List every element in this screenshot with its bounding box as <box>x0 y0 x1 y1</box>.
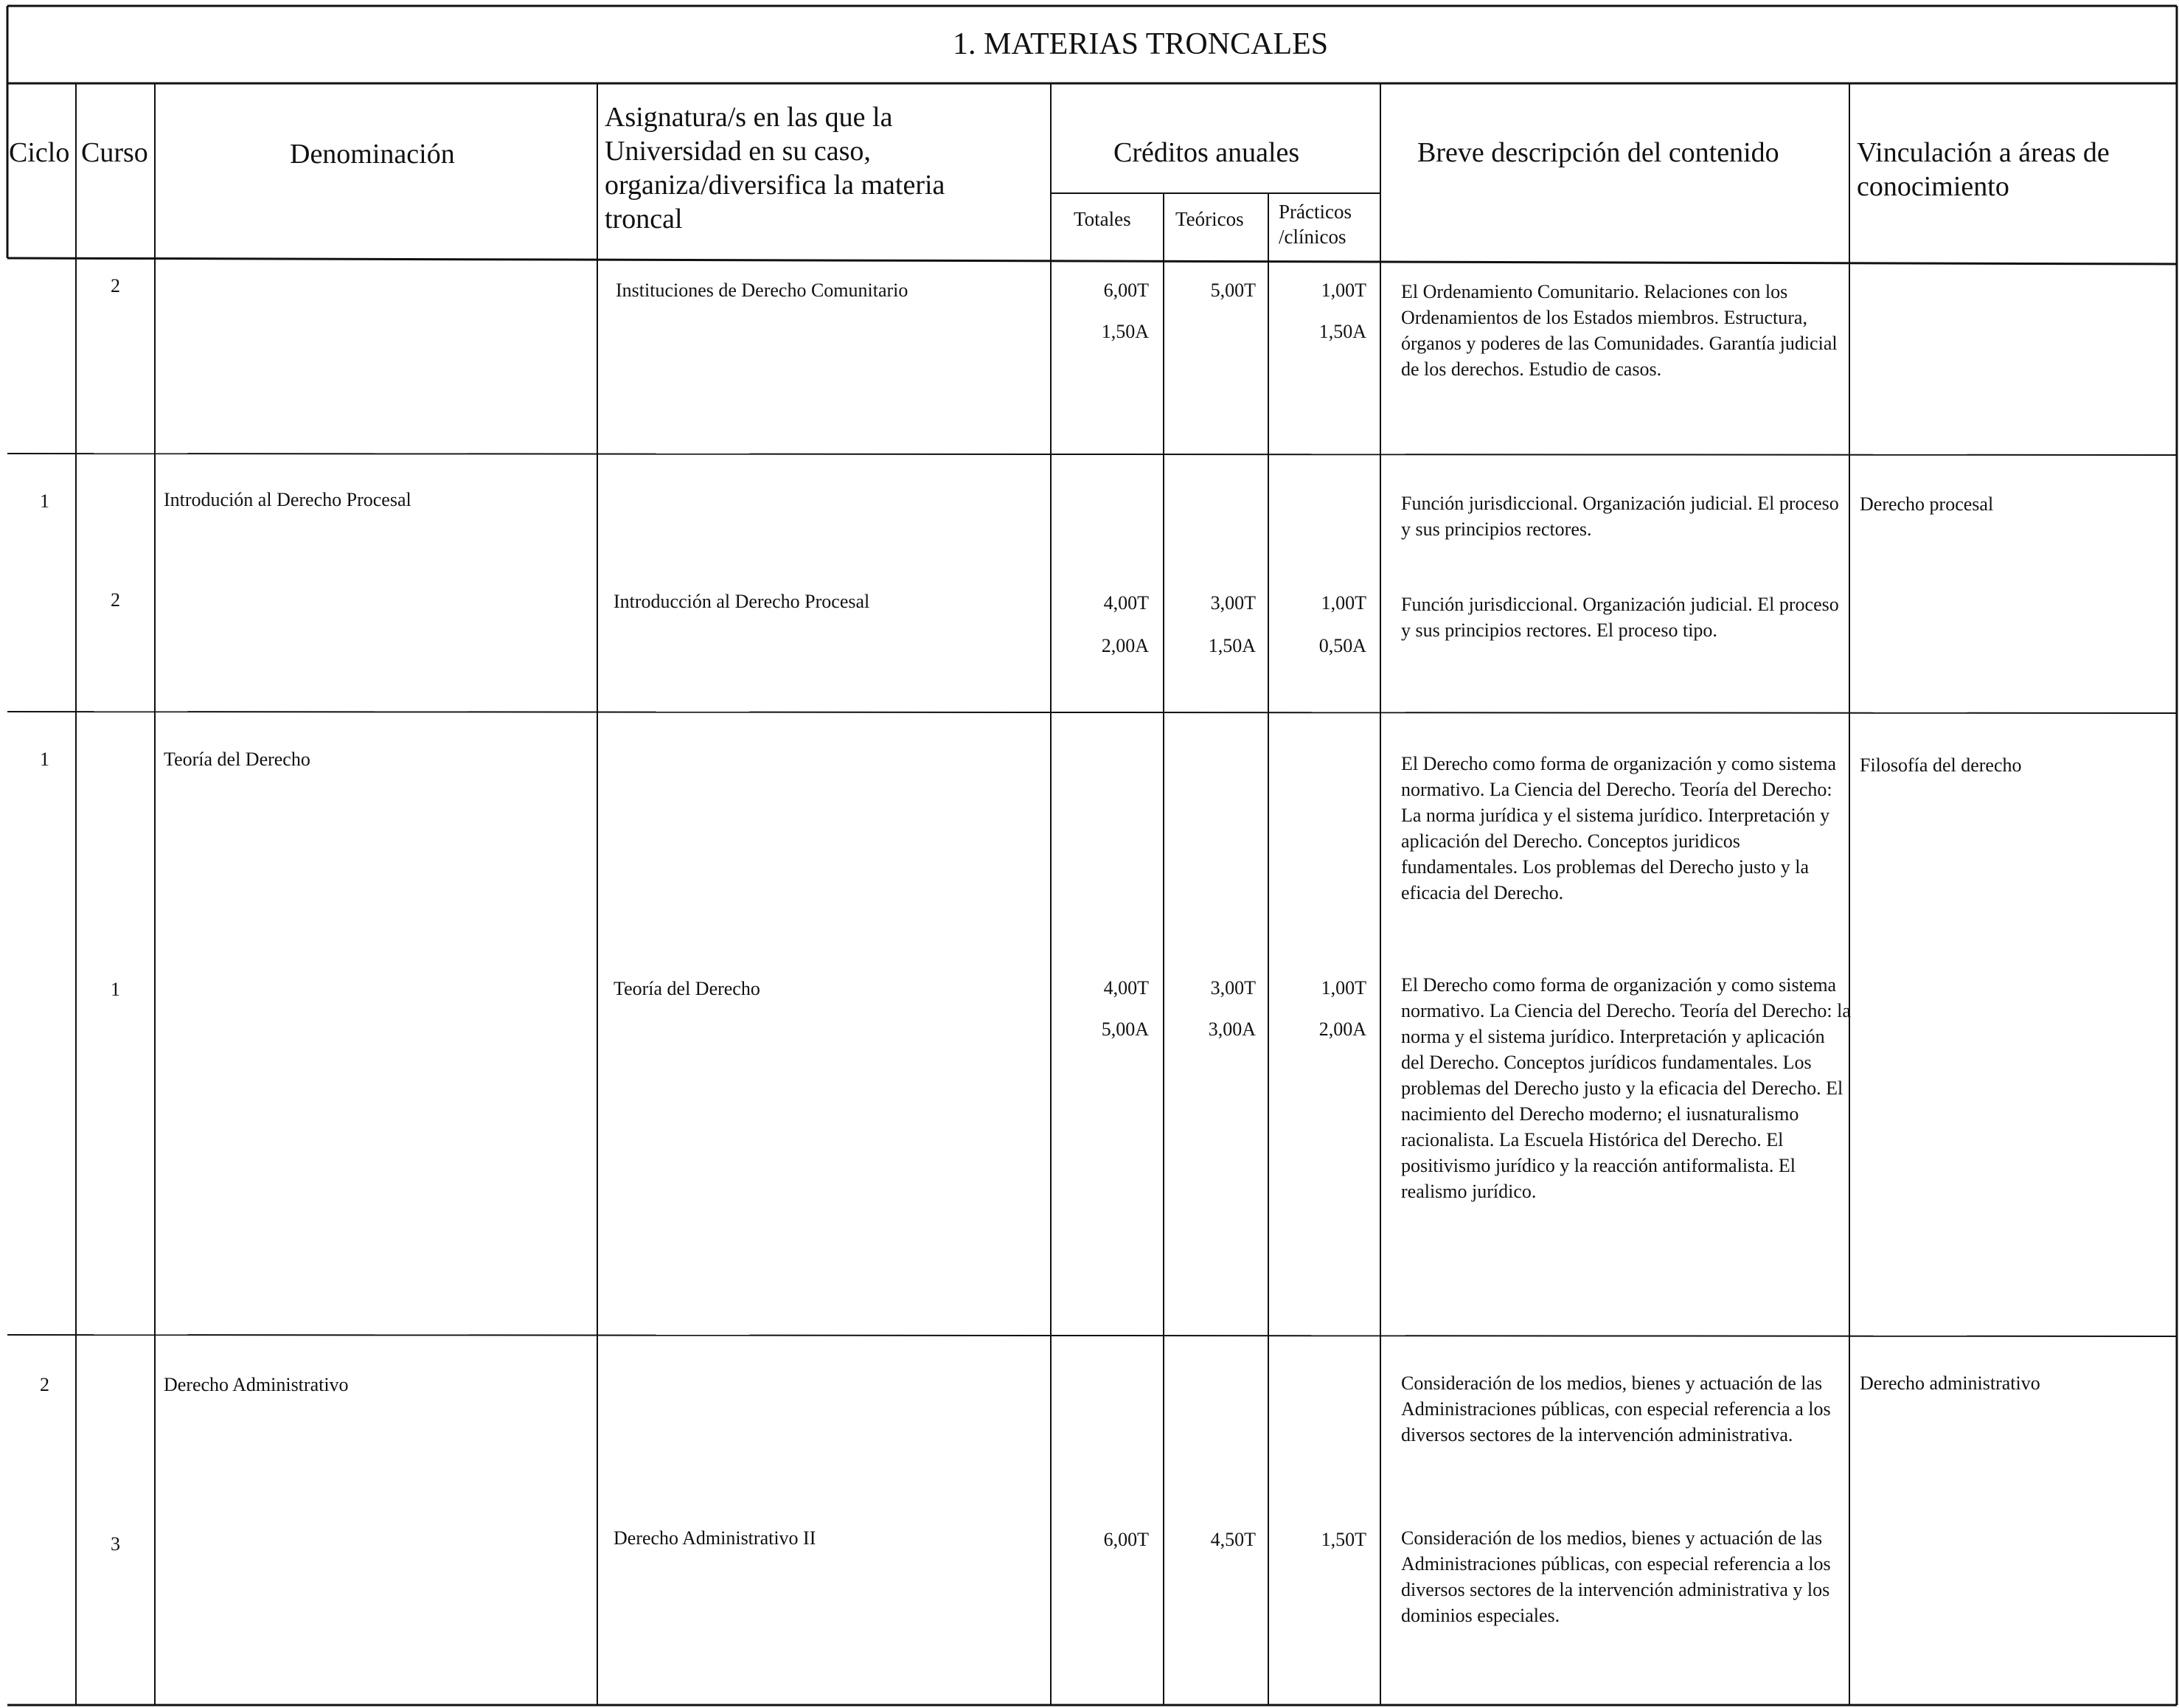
cell-practicos: 1,50A <box>1318 321 1366 342</box>
cell-vinculacion: Filosofía del derecho <box>1860 754 2022 776</box>
cell-totales: 6,00T <box>1103 1529 1149 1550</box>
header-practicos-line: Prácticos <box>1279 201 1352 223</box>
cell-descripcion: Consideración de los medios, bienes y actuación de las Administraciones públicas, con especial referencia a los diversos sectores de la intervención administrativa. <box>1401 1372 1831 1445</box>
header-practicos <box>1279 199 1352 249</box>
header-totales: Totales <box>1074 208 1131 230</box>
header-creditos-anuales: Créditos anuales <box>1113 137 1300 168</box>
cell-vinculacion: Derecho administrativo <box>1860 1372 2040 1394</box>
cell-vinculacion: Derecho procesal <box>1860 493 1994 515</box>
cell-descripcion: El Derecho como forma de organización y como sistema normativo. La Ciencia del Derecho. Teoría del Derecho: La norma jurídica y el sistema jurídico. Interpretación y aplicación del Derecho. Conceptos juridicos fundamentales. Los problemas del Derecho justo y la eficacia del Derecho. <box>1401 753 1837 903</box>
header-practicos-line: /clínicos <box>1279 226 1346 248</box>
header-denominacion: Denominación <box>290 139 455 170</box>
cell-practicos: 1,00T <box>1321 977 1366 999</box>
cell-ciclo: 1 <box>40 749 49 770</box>
cell-ciclo: 2 <box>40 1374 49 1395</box>
cell-ciclo: 1 <box>40 490 49 512</box>
cell-practicos: 1,50T <box>1321 1529 1366 1550</box>
header-asignatura-line: organiza/diversifica la materia <box>605 170 945 201</box>
header-asignatura <box>605 100 945 236</box>
cell-practicos: 1,00T <box>1321 592 1366 614</box>
cell-curso: 2 <box>111 589 120 611</box>
cell-teoricos: 5,00T <box>1210 280 1256 301</box>
cell-practicos: 2,00A <box>1318 1018 1366 1040</box>
cell-descripcion: Consideración de los medios, bienes y actuación de las Administraciones públicas, con especial referencia a los diversos sectores de la intervención administrativa y los dominios especiales. <box>1401 1527 1831 1626</box>
cell-curso: 2 <box>111 275 120 296</box>
cell-totales: 4,00T <box>1103 977 1149 999</box>
cell-totales: 6,00T <box>1103 280 1149 301</box>
cell-teoricos: 3,00T <box>1210 977 1256 999</box>
cell-teoricos: 4,50T <box>1210 1529 1256 1550</box>
cell-curso: 1 <box>111 979 120 1000</box>
cell-totales: 5,00A <box>1101 1018 1149 1040</box>
cell-denominacion: Derecho Administrativo <box>164 1374 349 1395</box>
cell-practicos: 1,00T <box>1321 280 1366 301</box>
cell-teoricos: 1,50A <box>1208 635 1256 656</box>
cell-descripcion: El Ordenamiento Comunitario. Relaciones con los Ordenamientos de los Estados miembros. Estructura, órganos y poderes de las Comunidades. Garantía judicial de los derechos. Estudio de casos. <box>1401 281 1838 380</box>
cell-teoricos: 3,00A <box>1208 1018 1256 1040</box>
cell-totales: 2,00A <box>1101 635 1149 656</box>
header-descripcion: Breve descripción del contenido <box>1417 137 1779 168</box>
header-ciclo: Ciclo <box>9 137 70 168</box>
cell-teoricos: 3,00T <box>1210 592 1256 614</box>
header-vinculacion-line: conocimiento <box>1857 171 2009 202</box>
cell-asignatura: Teoría del Derecho <box>614 978 760 999</box>
header-asignatura-line: Asignatura/s en las que la <box>605 102 893 133</box>
cell-descripcion: Función jurisdiccional. Organización judicial. El proceso y sus principios rectores. El proceso tipo. <box>1401 594 1839 641</box>
cell-totales: 1,50A <box>1101 321 1149 342</box>
cell-curso: 3 <box>111 1533 120 1555</box>
cell-totales: 4,00T <box>1103 592 1149 614</box>
cell-denominacion: Introdución al Derecho Procesal <box>164 489 411 510</box>
header-asignatura-line: Universidad en su caso, <box>605 136 871 167</box>
header-vinculacion <box>1857 136 2110 204</box>
cell-asignatura: Derecho Administrativo II <box>614 1527 816 1549</box>
cell-practicos: 0,50A <box>1318 635 1366 656</box>
cell-descripcion: El Derecho como forma de organización y como sistema normativo. La Ciencia del Derecho. Teoría del Derecho: la norma y el sistema jurídico. Interpretación y aplicación del Derecho. Conceptos jurídicos fundamentales. Los problemas del Derecho justo y la eficacia del Derecho. El nacimiento del Derecho moderno; el iusnaturalismo racionalista. La Escuela Histórica del Derecho. El positivismo jurídico y la reacción antiformalista. El realismo jurídico. <box>1401 974 1851 1202</box>
header-asignatura-line: troncal <box>605 204 683 235</box>
table-title: 1. MATERIAS TRONCALES <box>953 27 1329 61</box>
cell-denominacion: Teoría del Derecho <box>164 749 310 770</box>
cell-asignatura: Introducción al Derecho Procesal <box>614 591 870 612</box>
header-teoricos: Teóricos <box>1175 208 1244 230</box>
header-vinculacion-line: Vinculación a áreas de <box>1857 137 2110 168</box>
header-curso: Curso <box>81 137 148 168</box>
cell-descripcion: Función jurisdiccional. Organización judicial. El proceso y sus principios rectores. <box>1401 493 1839 540</box>
cell-asignatura: Instituciones de Derecho Comunitario <box>616 280 908 301</box>
